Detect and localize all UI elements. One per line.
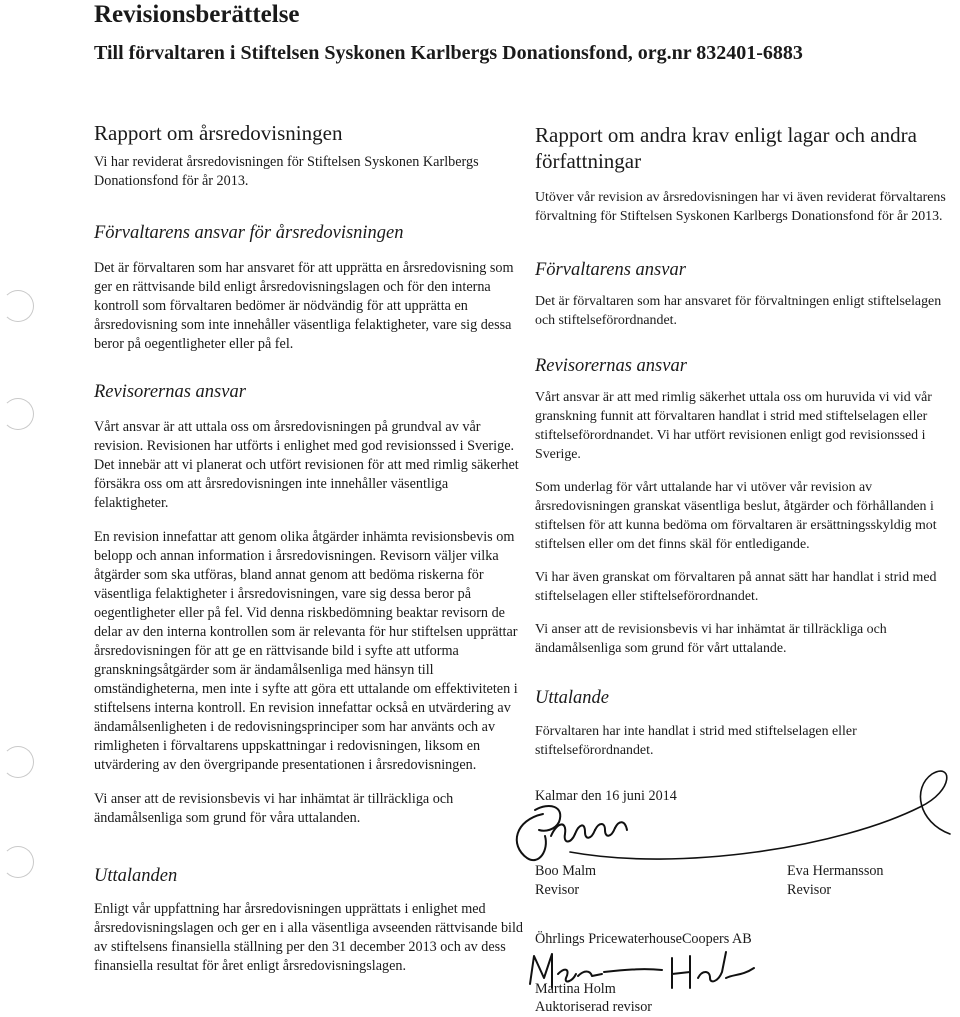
signer-3-name: Martina Holm xyxy=(535,981,616,997)
auditors-p1-right: Vårt ansvar är att med rimlig säkerhet uttala oss om huruvida vi vid vår granskning funnit att förvaltaren handlat i strid med stiftelselagen eller stiftelseförordnandet. Vi har utfört revisionen enligt god revisionssed i Sverige. xyxy=(535,390,932,462)
report-heading-right: Rapport om andra krav enligt lagar och andra författningar xyxy=(535,123,917,173)
left-column xyxy=(94,120,526,976)
admin-heading-right: Förvaltarens ansvar xyxy=(535,260,686,280)
report-heading-left: Rapport om årsredovisningen xyxy=(94,121,343,145)
auditors-p1-left: Vårt ansvar är att uttala oss om årsredovisningen på grundval av vår revision. Revisionen har utförts i enlighet med god revisionssed i Sverige. Det innebär att vi planerat och utfört revisionen för att med rimlig säkerhet försäkra oss om att årsredovisningen inte innehåller väsentliga felaktigheter. xyxy=(94,419,519,511)
right-column xyxy=(535,122,955,760)
admin-text-right: Det är förvaltaren som har ansvaret för förvaltningen enligt stiftelselagen och stiftelseförordnandet. xyxy=(535,294,942,328)
admin-heading-left: Förvaltarens ansvar för årsredovisningen xyxy=(94,223,404,243)
auditors-p3-left: Vi anser att de revisionsbevis vi har inhämtat är tillräckliga och ändamålsenliga som grund för våra uttalanden. xyxy=(94,791,454,826)
auditors-heading-right: Revisorernas ansvar xyxy=(535,356,687,376)
signer-2-role: Revisor xyxy=(787,882,832,898)
punch-hole-2 xyxy=(2,398,34,430)
punch-hole-4 xyxy=(2,846,34,878)
admin-text-left: Det är förvaltaren som har ansvaret för att upprätta en årsredovisning som ger en rättvisande bild enligt årsredovisningslagen och för den interna kontroll som förvaltaren bedömer är nödvändig för att upprätta en årsredovisning som inte innehåller väsentliga felaktigheter, vare sig dessa beror på oegentligheter eller på fel. xyxy=(94,260,514,352)
auditors-p4-right: Vi anser att de revisionsbevis vi har inhämtat är tillräckliga och ändamålsenliga som grund för vårt uttalande. xyxy=(535,622,887,656)
signer-1-name: Boo Malm xyxy=(535,863,597,879)
signer-3-role: Auktoriserad revisor xyxy=(535,999,653,1015)
punch-hole-1 xyxy=(2,290,34,322)
report-intro-left: Vi har reviderat årsredovisningen för Stiftelsen Syskonen Karlbergs Donationsfond för år 2013. xyxy=(94,154,479,189)
punch-hole-3 xyxy=(2,746,34,778)
signer-2-name: Eva Hermansson xyxy=(787,863,884,879)
opinions-text-right: Förvaltaren har inte handlat i strid med stiftelselagen eller stiftelseförordnandet. xyxy=(535,724,857,758)
place-and-date: Kalmar den 16 juni 2014 xyxy=(535,788,677,804)
audit-firm: Öhrlings PricewaterhouseCoopers AB xyxy=(535,931,752,947)
auditors-p3-right: Vi har även granskat om förvaltaren på annat sätt har handlat i strid med stiftelselagen eller stiftelseförordnandet. xyxy=(535,570,937,604)
opinions-heading-left: Uttalanden xyxy=(94,866,178,886)
document-subtitle: Till förvaltaren i Stiftelsen Syskonen Karlbergs Donationsfond, org.nr 832401-6883 xyxy=(94,42,803,64)
auditors-p2-right: Som underlag för vårt uttalande har vi utöver vår revision av årsredovisningen granskat väsentliga beslut, åtgärder och förhållanden i stiftelsen för att kunna bedöma om förvaltaren är ersättningsskyldig mot stiftelsen eller om det finns skäl för entledigande. xyxy=(535,480,937,552)
opinions-text-left: Enligt vår uppfattning har årsredovisningen upprättats i enlighet med årsredovisningslagen och ger en i alla väsentliga avseenden rättvisande bild av stiftelsens finansiella ställning per den 31 december 2013 och av dess finansiella resultat för året enligt årsredovisningslagen. xyxy=(94,901,524,974)
opinions-heading-right: Uttalande xyxy=(535,688,609,708)
document-title: Revisionsberättelse xyxy=(94,1,300,28)
signature-flourish xyxy=(560,752,960,872)
auditors-heading-left: Revisorernas ansvar xyxy=(94,382,246,402)
report-intro-right: Utöver vår revision av årsredovisningen har vi även reviderat förvaltarens förvaltning för Stiftelsen Syskonen Karlbergs Donationsfond för år 2013. xyxy=(535,190,946,224)
auditors-p2-left: En revision innefattar att genom olika åtgärder inhämta revisionsbevis om belopp och annan information i årsredovisningen. Revisorn väljer vilka åtgärder som ska utföras, bland annat genom att bedöma riskerna för väsentliga felaktigheter i årsredovisningen, vare sig dessa beror på oegentligheter eller på fel. Vid denna riskbedömning beaktar revisorn de delar av den interna kontrollen som är relevanta för hur stiftelsen upprättar årsredovisningen för att ge en rättvisande bild i syfte att utforma granskningsåtgärder som är ändamålsenliga med hänsyn till omständigheterna, men inte i syfte att göra ett uttalande om effektiviteten i stiftelsens interna kontroll. En revision innefattar också en utvärdering av ändamålsenligheten i de redovisningsprinciper som har använts och av rimligheten i förvaltarens uppskattningar i redovisningen, liksom en utvärdering av den övergripande presentationen i årsredovisningen. xyxy=(94,529,518,773)
signer-1-role: Revisor xyxy=(535,882,580,898)
